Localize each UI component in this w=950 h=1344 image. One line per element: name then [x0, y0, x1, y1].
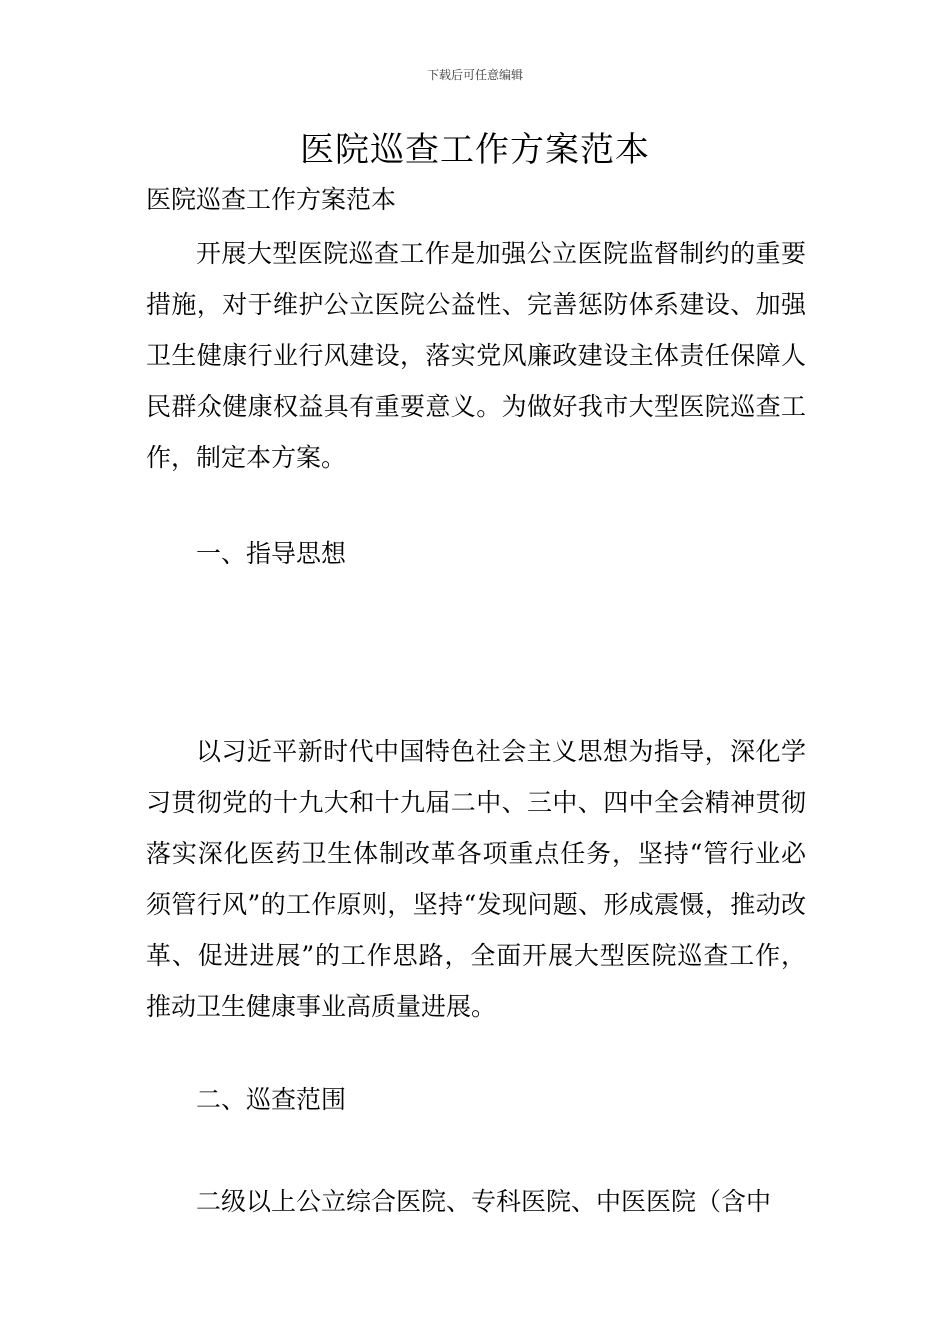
section-heading-inspection-scope [146, 1074, 806, 1125]
document-subtitle: 医院巡查工作方案范本 [146, 185, 397, 214]
paragraph-inspection-scope [146, 1176, 806, 1227]
heading-text: 一、指导思想 [196, 539, 347, 568]
paragraph-text: 二级以上公立综合医院、专科医院、中医医院（含中 [196, 1187, 772, 1216]
paragraph-text: 以习近平新时代中国特色社会主义思想为指导，深化学习贯彻党的十九大和十九届二中、三中、四中全会精神贯彻落实深化医药卫生体制改革各项重点任务，坚持“管行业必须管行风”的工作原则，坚持“发现问题、形成震慑，推动改革、促进进展”的工作思路，全面开展大型医院巡查工作，推动卫生健康事业高质量进展。 [146, 737, 806, 1021]
paragraph-text: 开展大型医院巡查工作是加强公立医院监督制约的重要措施，对于维护公立医院公益性、完善惩防体系建设、加强卫生健康行业行风建设，落实党风廉政建设主体责任保障人民群众健康权益具有重要意义。为做好我市大型医院巡查工作，制定本方案。 [146, 239, 806, 472]
paragraph-guiding-ideology [146, 726, 806, 1032]
heading-text: 二、巡查范围 [196, 1085, 347, 1114]
header-note: 下载后可任意编辑 [426, 68, 523, 82]
section-heading-guiding-ideology [146, 528, 806, 579]
paragraph-intro [146, 228, 806, 483]
document-title: 医院巡查工作方案范本 [300, 130, 650, 170]
